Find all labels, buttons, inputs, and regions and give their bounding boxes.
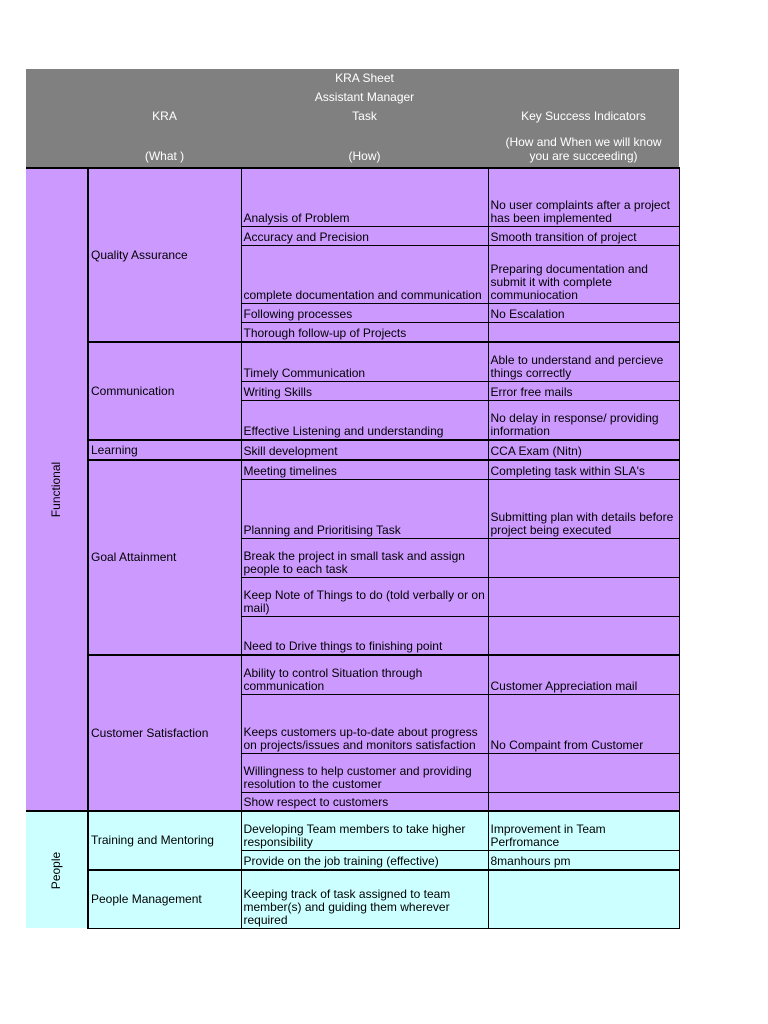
ksi-cell: Submitting plan with details before project being executed xyxy=(488,479,679,538)
category-label: People xyxy=(49,851,63,889)
col-sub-task: (How) xyxy=(348,149,381,163)
table-row xyxy=(26,168,679,226)
category-label: Functional xyxy=(49,461,63,518)
table-row xyxy=(26,811,679,850)
table-row xyxy=(26,342,679,381)
kra-cell: Goal Attainment xyxy=(88,460,241,655)
table-row xyxy=(26,655,679,694)
ksi-cell: Completing task within SLA's xyxy=(488,460,679,479)
ksi-cell: Improvement in Team Perfromance xyxy=(488,811,679,850)
ksi-cell xyxy=(488,870,679,928)
kra-cell: People Management xyxy=(88,870,241,928)
kra-cell: Learning xyxy=(88,440,241,460)
task-cell: Writing Skills xyxy=(241,381,488,400)
task-cell: Meeting timelines xyxy=(241,460,488,479)
col-header-kra: KRA xyxy=(152,109,177,123)
kra-cell: Quality Assurance xyxy=(88,168,241,342)
kra-cell: Training and Mentoring xyxy=(88,811,241,870)
task-cell: Show respect to customers xyxy=(241,792,488,811)
kra-cell: Communication xyxy=(88,342,241,440)
col-header-task: Task xyxy=(352,109,377,123)
task-cell: Skill development xyxy=(241,440,488,460)
ksi-cell: Smooth transition of project xyxy=(488,226,679,245)
sheet-title: KRA Sheet xyxy=(335,71,394,85)
task-cell: Keep Note of Things to do (told verbally or on mail) xyxy=(241,577,488,616)
kra-cell: Customer Satisfaction xyxy=(88,655,241,811)
table-row xyxy=(26,870,679,928)
task-cell: Following processes xyxy=(241,303,488,322)
task-cell: Keeps customers up-to-date about progress on projects/issues and monitors satisfaction xyxy=(241,694,488,753)
ksi-cell: Customer Appreciation mail xyxy=(488,655,679,694)
col-sub-kra: (What ) xyxy=(144,149,185,163)
col-header-ksi: Key Success Indicators xyxy=(521,109,646,123)
ksi-cell: 8manhours pm xyxy=(488,850,679,870)
ksi-cell: No user complaints after a project has been implemented xyxy=(488,168,679,226)
task-cell: Ability to control Situation through communication xyxy=(241,655,488,694)
category-functional xyxy=(26,168,88,811)
category-people xyxy=(26,811,88,928)
task-cell: complete documentation and communication xyxy=(241,245,488,303)
ksi-cell xyxy=(488,792,679,811)
ksi-cell: No Escalation xyxy=(488,303,679,322)
ksi-cell xyxy=(488,538,679,577)
col-sub-ksi-1: (How and When we will know xyxy=(505,135,662,149)
task-cell: Effective Listening and understanding xyxy=(241,400,488,440)
table-row xyxy=(26,440,679,460)
ksi-cell xyxy=(488,753,679,792)
ksi-cell xyxy=(488,577,679,616)
sheet-header xyxy=(26,69,679,167)
task-cell: Provide on the job training (effective) xyxy=(241,850,488,870)
ksi-cell xyxy=(488,322,679,342)
ksi-cell: CCA Exam (Nitn) xyxy=(488,440,679,460)
kra-table xyxy=(26,167,680,929)
task-cell: Planning and Prioritising Task xyxy=(241,479,488,538)
ksi-cell xyxy=(488,616,679,655)
table-row xyxy=(26,460,679,479)
task-cell: Keeping track of task assigned to team member(s) and guiding them wherever required xyxy=(241,870,488,928)
task-cell: Developing Team members to take higher responsibility xyxy=(241,811,488,850)
task-cell: Willingness to help customer and providing resolution to the customer xyxy=(241,753,488,792)
task-cell: Thorough follow-up of Projects xyxy=(241,322,488,342)
task-cell: Timely Communication xyxy=(241,342,488,381)
task-cell: Accuracy and Precision xyxy=(241,226,488,245)
col-sub-ksi-2: you are succeeding) xyxy=(529,149,638,163)
ksi-cell: Preparing documentation and submit it with complete communiocation xyxy=(488,245,679,303)
ksi-cell: Able to understand and percieve things correctly xyxy=(488,342,679,381)
ksi-cell: Error free mails xyxy=(488,381,679,400)
task-cell: Analysis of Problem xyxy=(241,168,488,226)
ksi-cell: No Compaint from Customer xyxy=(488,694,679,753)
ksi-cell: No delay in response/ providing information xyxy=(488,400,679,440)
sheet-subtitle: Assistant Manager xyxy=(314,90,415,104)
kra-sheet xyxy=(26,69,679,929)
task-cell: Need to Drive things to finishing point xyxy=(241,616,488,655)
task-cell: Break the project in small task and assign people to each task xyxy=(241,538,488,577)
